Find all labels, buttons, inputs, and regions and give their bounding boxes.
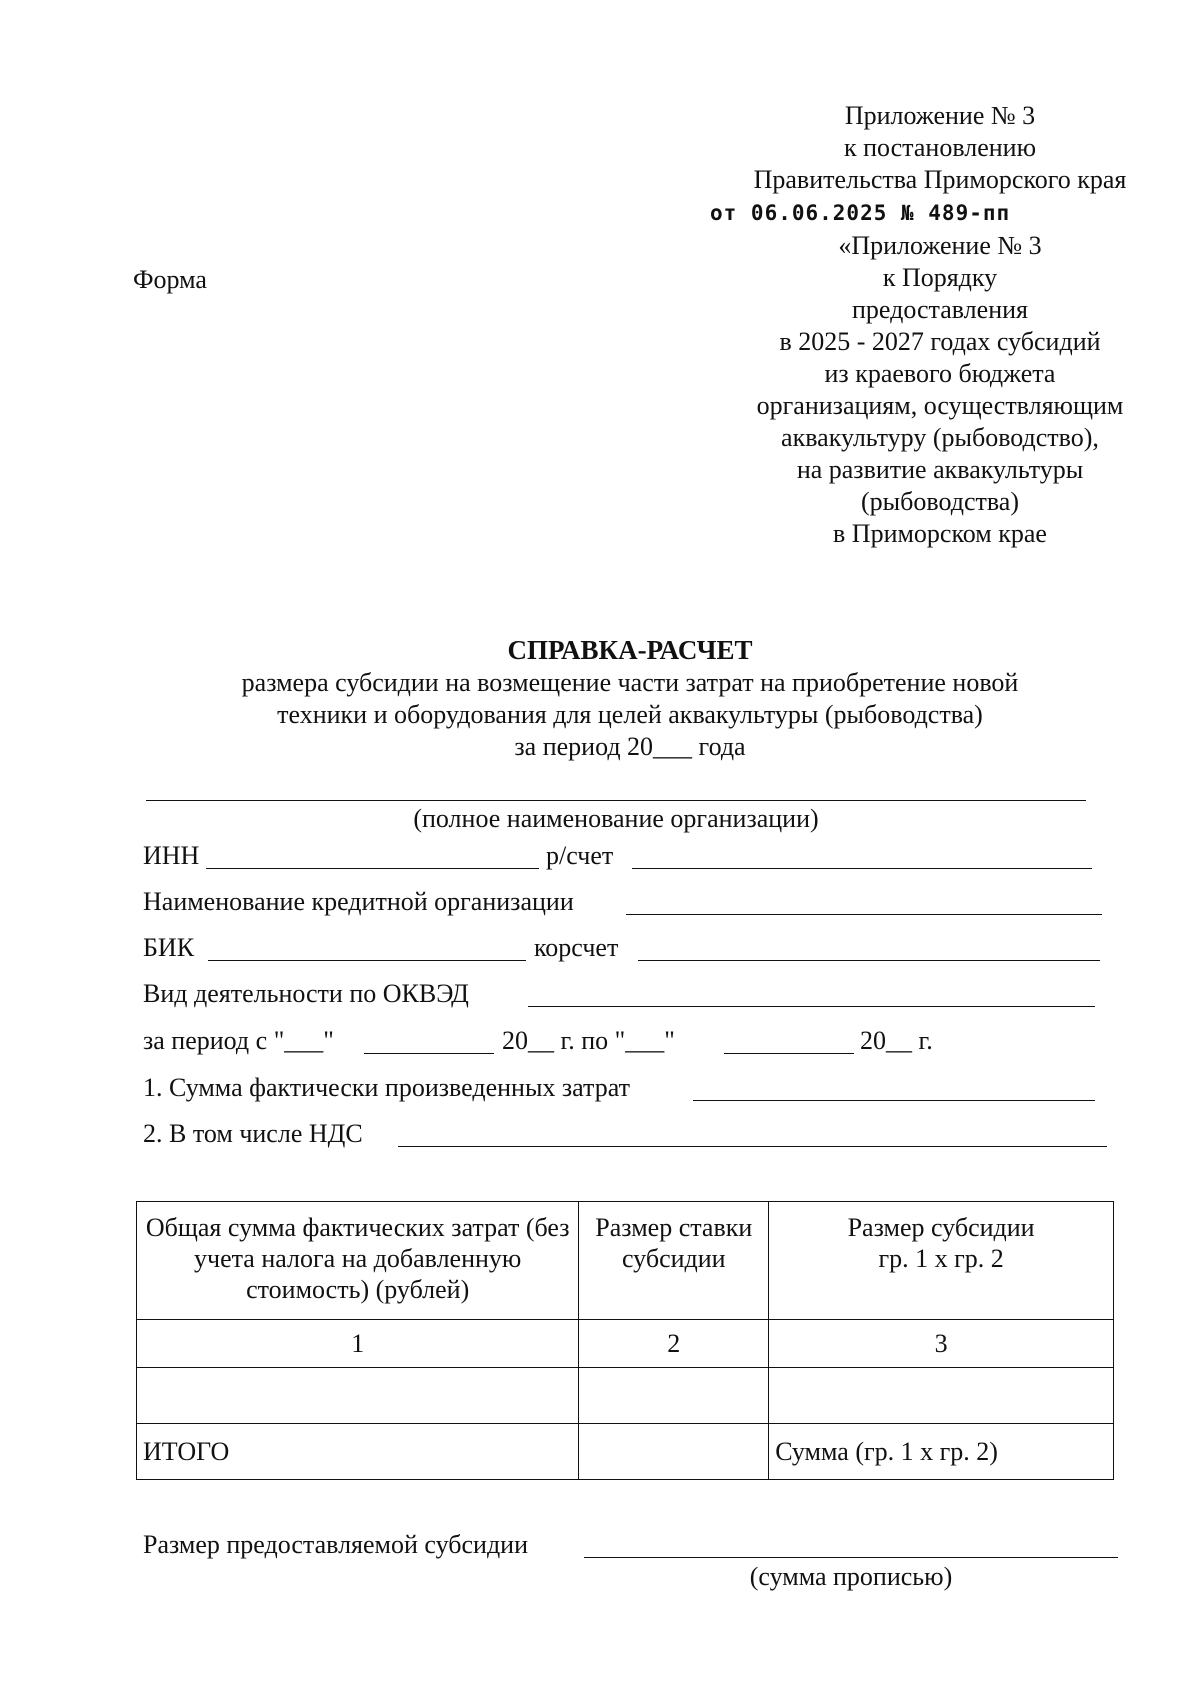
bik-label: БИК: [143, 933, 195, 962]
appendix-line: в Приморском крае: [833, 519, 1047, 548]
appendix-block: [700, 100, 1180, 550]
item1-field[interactable]: [693, 1100, 1095, 1101]
table-header-cell: Общая сумма фактических затрат (без учета налога на добавленную стоимость) (рублей): [137, 1202, 579, 1320]
table-number-row: [137, 1320, 1114, 1368]
period-year1-label: 20__ г. по "___": [502, 1026, 675, 1055]
okved-field[interactable]: [528, 1006, 1095, 1007]
subsidy-label: Размер предоставляемой субсидии: [143, 1530, 529, 1559]
subsidy-amount-field[interactable]: [584, 1557, 1118, 1558]
item1-label: 1. Сумма фактически произведенных затрат: [143, 1073, 630, 1102]
appendix-line: из краевого бюджета: [824, 359, 1056, 388]
appendix-line: Правительства Приморского края: [753, 165, 1127, 194]
appendix-line: к Порядку: [882, 263, 998, 292]
table-header-cell: Размер ставки субсидии: [579, 1202, 769, 1320]
bik-field[interactable]: [208, 960, 526, 961]
form-label: Форма: [133, 265, 207, 294]
inn-field[interactable]: [206, 868, 539, 869]
bank-name-label: Наименование кредитной организации: [143, 887, 574, 916]
appendix-line: в 2025 - 2027 годах субсидий: [779, 327, 1101, 356]
appendix-line: к постановлению: [843, 133, 1037, 162]
appendix-line: (рыбоводства): [861, 487, 1019, 516]
okved-label: Вид деятельности по ОКВЭД: [143, 979, 469, 1008]
table-total-row: [137, 1424, 1114, 1480]
appendix-line: Приложение № 3: [844, 101, 1036, 130]
total-label: ИТОГО: [137, 1424, 579, 1480]
total-formula: Сумма (гр. 1 х гр. 2): [769, 1424, 1114, 1480]
column-number: 3: [769, 1320, 1114, 1368]
table-row: [137, 1368, 1114, 1424]
org-name-field[interactable]: [146, 800, 1086, 801]
table-cell[interactable]: [579, 1368, 769, 1424]
appendix-line: на развитие аквакультуры: [796, 455, 1084, 484]
item2-field[interactable]: [398, 1146, 1107, 1147]
column-number: 1: [137, 1320, 579, 1368]
appendix-line: предоставления: [852, 295, 1028, 324]
period-to-month-field[interactable]: [724, 1053, 854, 1054]
table-cell[interactable]: [579, 1424, 769, 1480]
table-header-cell: Размер субсидии гр. 1 х гр. 2: [769, 1202, 1114, 1320]
table-cell[interactable]: [137, 1368, 579, 1424]
item2-label: 2. В том числе НДС: [143, 1119, 363, 1148]
table-cell[interactable]: [769, 1368, 1114, 1424]
calculation-table: [136, 1201, 1114, 1480]
corr-account-field[interactable]: [638, 960, 1100, 961]
subsidy-caption: (сумма прописью): [749, 1562, 953, 1591]
title-period: за период 20___ года: [514, 732, 746, 761]
account-field[interactable]: [632, 868, 1092, 869]
title-subtitle: размера субсидии на возмещение части затрат на приобретение новой: [241, 668, 1019, 697]
inn-label: ИНН: [143, 841, 200, 870]
corr-account-label: корсчет: [534, 933, 619, 962]
period-from-label: за период с "___": [143, 1026, 334, 1055]
title-block: [150, 633, 1110, 763]
bank-name-field[interactable]: [626, 914, 1102, 915]
appendix-line: «Приложение № 3: [838, 231, 1042, 260]
org-name-caption: (полное наименование организации): [413, 804, 819, 833]
registration-stamp: от 06.06.2025 № 489-пп: [710, 201, 1011, 225]
period-year2-label: 20__ г.: [860, 1026, 933, 1055]
title-subtitle: техники и оборудования для целей аквакультуры (рыбоводства): [277, 700, 983, 729]
account-label: р/счет: [546, 841, 614, 870]
document-title: СПРАВКА-РАСЧЕТ: [507, 635, 753, 665]
appendix-line: организациям, осуществляющим: [756, 391, 1124, 420]
period-from-month-field[interactable]: [364, 1053, 494, 1054]
table-header-row: [137, 1202, 1114, 1320]
column-number: 2: [579, 1320, 769, 1368]
appendix-line: аквакультуру (рыбоводство),: [781, 423, 1099, 452]
